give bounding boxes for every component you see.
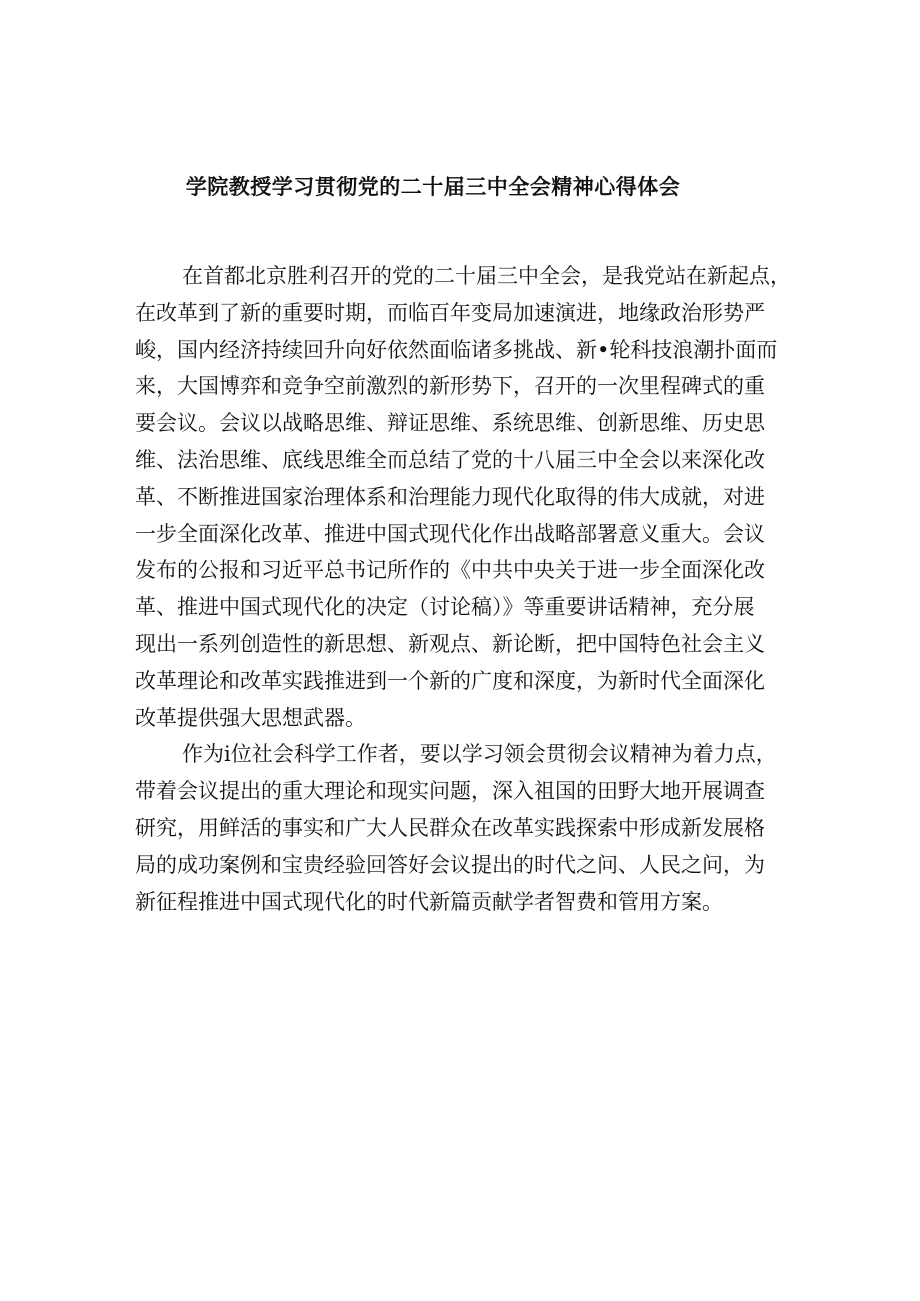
text-line: 研究，用鲜活的事实和广大人民群众在改革实践探索中形成新发展格 bbox=[135, 815, 765, 840]
text-line: 局的成功案例和宝贵经验回答好会议提出的时代之问、人民之问，为 bbox=[135, 852, 765, 877]
text-line: 在改革到了新的重要时期，而临百年变局加速演进，地缘政治形势严 bbox=[135, 300, 765, 325]
document-title: 学院教授学习贯彻党的二十届三中全会精神心得体会 bbox=[185, 175, 681, 199]
text-line: 改革理论和改革实践推进到一个新的广度和深度，为新时代全面深化 bbox=[135, 668, 765, 693]
text-line: 新征程推进中国式现代化的时代新篇贡献学者智费和管用方案。 bbox=[135, 889, 723, 914]
text-line: 革、不断推进国家治理体系和治理能力现代化取得的伟大成就，对进 bbox=[135, 484, 765, 509]
text-line: 发布的公报和习近平总书记所作的《中共中央关于进一步全面深化改 bbox=[135, 558, 765, 583]
text-line: 要会议。会议以战略思维、辩证思维、系统思维、创新思维、历史思 bbox=[135, 411, 765, 436]
paragraph-1 bbox=[135, 258, 810, 736]
text-line: 现出一系列创造性的新思想、新观点、新论断，把中国特色社会主义 bbox=[135, 631, 765, 656]
text-line: 改革提供强大思想武器。 bbox=[135, 705, 366, 730]
text-line: 峻，国内经济持续回升向好依然面临诸多挑战、新•轮科技浪潮扑面而 bbox=[135, 337, 778, 362]
document-body bbox=[135, 258, 810, 920]
text-line: 作为i位社会科学工作者，要以学习领会贯彻会议精神为着力点， bbox=[182, 742, 777, 767]
paragraph-2 bbox=[135, 736, 810, 920]
text-line: 在首都北京胜利召开的党的二十届三中全会，是我党站在新起点， bbox=[182, 264, 791, 288]
text-line: 维、法治思维、底线思维全而总结了党的十八届三中全会以来深化改 bbox=[135, 447, 765, 472]
text-line: 革、推进中国式现代化的决定（讨论稿）》等重要讲话精神，充分展 bbox=[135, 595, 755, 620]
text-line: 一步全面深化改革、推进中国式现代化作出战略部署意义重大。会议 bbox=[135, 521, 765, 546]
text-line: 带着会议提出的重大理论和现实问题，深入祖国的田野大地开展调查 bbox=[135, 779, 765, 804]
text-line: 来，大国博弈和竞争空前激烈的新形势下，召开的一次里程碑式的重 bbox=[135, 374, 765, 399]
